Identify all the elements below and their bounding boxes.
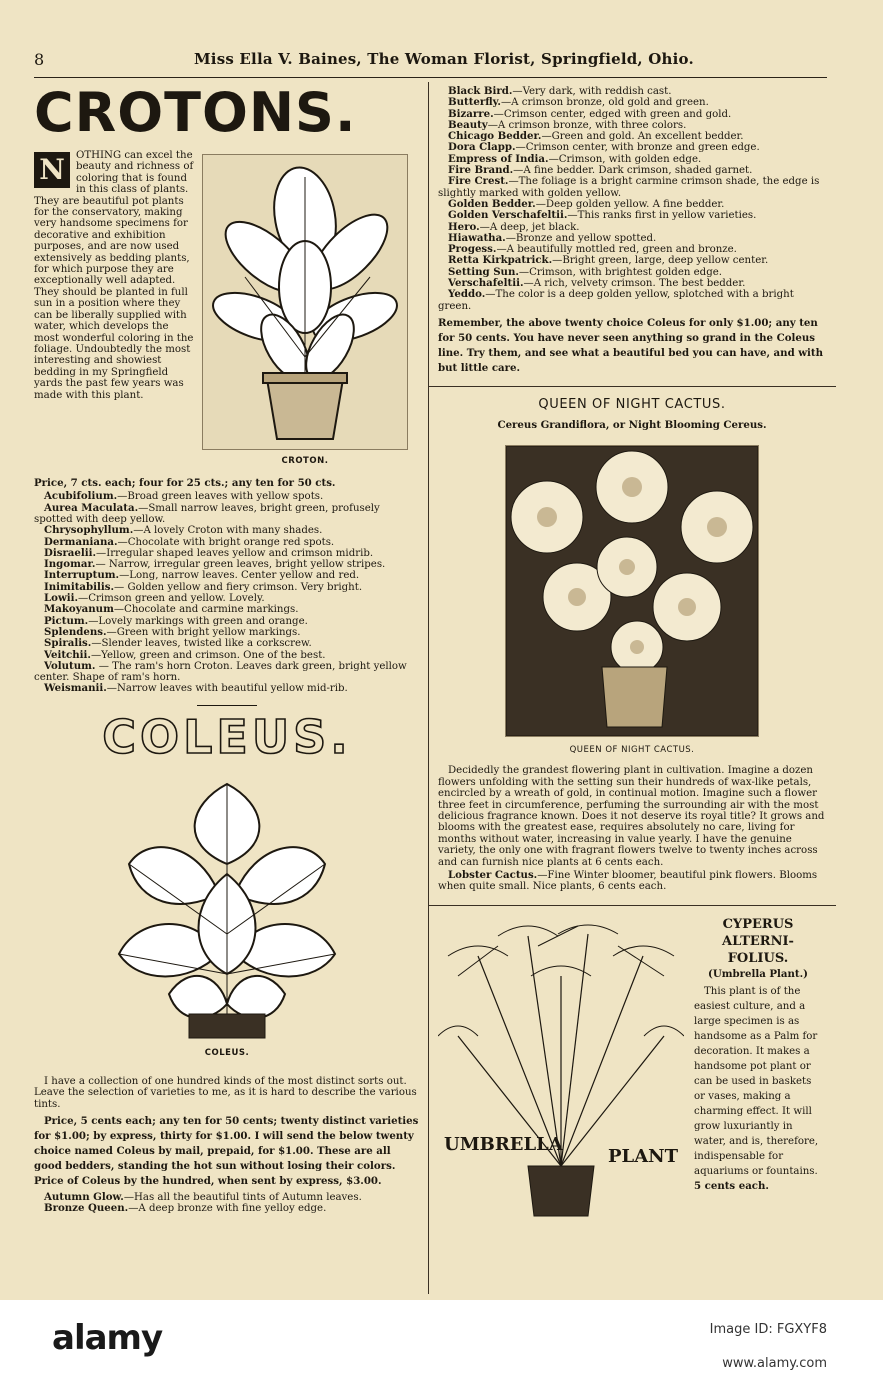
section-divider	[428, 905, 836, 906]
coleus-variety-desc: —A deep, jet black.	[479, 221, 580, 233]
coleus-variety-desc: —Crimson, with golden edge.	[548, 153, 702, 165]
coleus-variety-desc: —Has all the beautiful tints of Autumn leaves.	[123, 1191, 362, 1203]
croton-variety-list	[34, 491, 420, 694]
croton-caption: CROTON.	[281, 456, 329, 466]
coleus-variety-name: Golden Verschafeltii.	[448, 209, 568, 222]
cactus-caption: QUEEN OF NIGHT CACTUS.	[569, 745, 695, 756]
cyperus-title	[694, 916, 822, 967]
coleus-variety-name: Bronze Queen.	[44, 1202, 129, 1215]
lobster-cactus-name: Lobster Cactus.	[448, 869, 538, 881]
croton-variety-name: Makoyanum	[44, 603, 114, 616]
cactus-description: Decidedly the grandest flowering plant in cultivation. Imagine a dozen flowers unfolding with the setting sun their hundreds of wax-like petals, encircled by a wreath of gold, in continual motion. Imagine such a flower three feet in circumference, perfuming the surrounding air with the most delicious fragrance known. Does it not deserve its royal title? It grows and blooms with the greatest ease, requires absolutely no care, living for months without water, increasing in value yearly. I have the genuine variety, the only one with fragrant flowers twelve to twenty inches across and can furnish nice plants at 6 cents each.	[438, 765, 825, 868]
croton-variety	[34, 627, 420, 638]
croton-variety-name: Inimitabilis.	[44, 580, 115, 593]
cyperus-price: 5 cents each.	[694, 1180, 769, 1192]
lobster-cactus	[438, 870, 826, 893]
croton-variety-desc: —Long, narrow leaves. Center yellow and red.	[119, 570, 360, 582]
page-header	[34, 48, 827, 78]
coleus-variety-desc: —Green and gold. An excellent bedder.	[541, 131, 744, 143]
croton-variety-name: Aurea Maculata.	[44, 501, 139, 514]
coleus-variety-list-left	[34, 1192, 420, 1215]
coleus-variety-desc: —Crimson center, with bronze and green edge.	[515, 142, 760, 154]
coleus-variety-name: Retta Kirkpatrick.	[448, 254, 553, 267]
cactus-title: QUEEN OF NIGHT CACTUS.	[538, 396, 726, 412]
croton-variety-desc: —Irregular shaped leaves yellow and crimson midrib.	[96, 547, 374, 559]
coleus-variety-name: Dora Clapp.	[448, 141, 516, 154]
coleus-variety	[438, 210, 826, 221]
crotons-price: Price, 7 cts. each; four for 25 cts.; any ten for 50 cts.	[34, 477, 336, 489]
croton-variety-desc: — Narrow, irregular green leaves, bright yellow stripes.	[95, 559, 386, 571]
croton-variety-name: Acubifolium.	[44, 490, 118, 503]
coleus-variety-desc: —The color is a deep golden yellow, splotched with a bright green.	[438, 289, 794, 312]
croton-variety-desc: — Golden yellow and fiery crimson. Very bright.	[114, 581, 363, 593]
stock-url: www.alamy.com	[722, 1356, 827, 1371]
column-rule	[428, 82, 429, 1294]
coleus-variety	[438, 176, 826, 199]
cyperus-text	[694, 916, 822, 1194]
croton-variety-desc: —Lovely markings with green and orange.	[88, 615, 308, 627]
coleus-variety-desc: —A beautifully mottled red, green and bronze.	[496, 244, 737, 256]
croton-variety-name: Disraelii.	[44, 546, 97, 559]
coleus-variety-name: Progess.	[448, 243, 497, 256]
coleus-variety-desc: —A rich, velvety crimson. The best bedder.	[523, 278, 746, 290]
coleus-intro: I have a collection of one hundred kinds of the most distinct sorts out. Leave the selection of varieties to me, as it is hard to describe the various tints.	[34, 1075, 417, 1110]
coleus-variety-desc: —This ranks first in yellow varieties.	[567, 210, 757, 222]
croton-variety-name: Splendens.	[44, 625, 107, 638]
coleus-variety-name: Beauty	[448, 118, 488, 131]
croton-variety-desc: —Narrow leaves with beautiful yellow mid-rib.	[106, 683, 348, 695]
croton-illustration	[202, 154, 408, 450]
crotons-title: CROTONS.	[34, 81, 357, 144]
croton-variety-desc: —Small narrow leaves, bright green, profusely spotted with deep yellow.	[34, 502, 380, 525]
coleus-variety	[438, 97, 826, 108]
coleus-remember: Remember, the above twenty choice Coleus for only $1.00; any ten for 50 cents. You have never seen anything so grand in the Coleus line. Try them, and see what a beautiful bed you can have, and with but little care.	[438, 316, 823, 374]
coleus-variety-name: Verschafeltii.	[448, 277, 524, 290]
coleus-variety-name: Setting Sun.	[448, 265, 519, 278]
coleus-variety-desc: —Bright green, large, deep yellow center.	[552, 255, 769, 267]
cyperus-title-line: FOLIUS.	[727, 950, 789, 966]
coleus-variety-desc: —Bronze and yellow spotted.	[505, 232, 657, 244]
croton-variety	[34, 661, 420, 684]
cyperus-description-text: This plant is of the easiest culture, and a large specimen is as handsome as a Palm for decoration. It makes a handsome pot plant or can be used in baskets or vases, making a charming effect. It will grow luxuriantly in water, and is, therefore, indispensable for aquariums or fountains.	[694, 986, 819, 1177]
croton-variety-desc: —A lovely Croton with many shades.	[133, 525, 323, 537]
section-divider	[428, 386, 836, 387]
croton-variety-name: Ingomar.	[44, 558, 96, 571]
croton-variety-name: Lowii.	[44, 592, 79, 605]
coleus-variety-name: Butterfly.	[448, 96, 501, 109]
croton-variety-name: Spiralis.	[44, 637, 92, 650]
left-column	[34, 82, 420, 1215]
croton-variety-desc: —Chocolate and carmine markings.	[113, 604, 299, 616]
croton-variety	[34, 638, 420, 649]
crotons-intro-block	[34, 150, 420, 476]
coleus-variety-name: Hiawatha.	[448, 231, 506, 244]
croton-variety-desc: —Green with bright yellow markings.	[106, 626, 301, 638]
croton-variety-desc: —Broad green leaves with yellow spots.	[117, 491, 324, 503]
coleus-variety-name: Hero.	[448, 220, 480, 233]
cyperus-subtitle: (Umbrella Plant.)	[708, 967, 808, 980]
coleus-variety-name: Empress of India.	[448, 152, 549, 165]
stock-image-id: Image ID: FGXYF8	[709, 1322, 827, 1337]
cyperus-title-line: CYPERUS	[722, 916, 794, 932]
coleus-variety	[34, 1203, 420, 1214]
coleus-variety-name: Chicago Bedder.	[448, 130, 542, 143]
cyperus-title-line: ALTERNI-	[722, 933, 794, 949]
croton-variety	[34, 683, 420, 694]
stock-brand: alamy	[52, 1318, 163, 1358]
coleus-caption: COLEUS.	[204, 1047, 250, 1058]
coleus-variety-desc: —Crimson center, edged with green and gold.	[493, 108, 732, 120]
croton-variety-name: Volutum.	[44, 659, 96, 672]
croton-variety-desc: — The ram's horn Croton. Leaves dark green, bright yellow center. Shape of ram's horn.	[34, 660, 407, 684]
dropcap: N	[34, 152, 70, 188]
croton-plant-icon	[205, 157, 405, 447]
plant-label: PLANT	[608, 1145, 679, 1167]
page-number: 8	[34, 50, 45, 69]
coleus-variety-name: Fire Crest.	[448, 175, 509, 188]
coleus-variety-desc: —Deep golden yellow. A fine bedder.	[535, 198, 725, 210]
coleus-variety	[438, 289, 826, 312]
running-head: Miss Ella V. Baines, The Woman Florist, Springfield, Ohio.	[194, 50, 694, 68]
coleus-variety-name: Fire Brand.	[448, 164, 514, 177]
croton-variety-desc: —Chocolate with bright orange red spots.	[117, 536, 335, 548]
croton-variety-name: Weismanii.	[44, 682, 107, 695]
umbrella-label: UMBRELLA	[444, 1133, 563, 1155]
coleus-variety-desc: —A deep bronze with fine yelloy edge.	[128, 1203, 327, 1215]
croton-variety-name: Dermaniana.	[44, 535, 118, 548]
coleus-variety-desc: —The foliage is a bright carmine crimson shade, the edge is slightly marked with golden yellow.	[438, 176, 820, 199]
croton-variety-name: Veitchii.	[44, 648, 91, 661]
crotons-intro-text: OTHING can excel the beauty and richness of coloring that is found in this class of plants. They are beautiful pot plants for the conservatory, making very handsome specimens for decorative and exhibition purposes, and are now used extensively as bedding plants, for which purpose they are exceptionally well adapted. They should be planted in full sun in a position where they can be liberally supplied with water, which develops the most wonderful coloring in the foliage. Undoubtedly the most interesting and showiest bedding in my Springfield yards the past few years was made with this plant.	[34, 150, 194, 401]
coleus-variety-name: Yeddo.	[448, 288, 486, 301]
umbrella-plant-icon	[438, 916, 684, 1226]
coleus-variety-name: Autumn Glow.	[44, 1190, 124, 1203]
cyperus-description	[694, 984, 822, 1194]
section-divider	[197, 705, 257, 706]
croton-variety-name: Chrysophyllum.	[44, 524, 134, 537]
crotons-intro	[34, 150, 194, 401]
croton-variety-desc: —Crimson green and yellow. Lovely.	[78, 593, 265, 605]
coleus-variety-desc: —Very dark, with reddish cast.	[512, 86, 672, 97]
coleus-title: COLEUS.	[102, 709, 352, 764]
coleus-variety-list-right	[438, 86, 826, 312]
cactus-subtitle: Cereus Grandiflora, or Night Blooming Cereus.	[497, 418, 767, 431]
coleus-variety-desc: —A crimson bronze, with three colors.	[487, 119, 687, 131]
coleus-variety-name: Black Bird.	[448, 85, 513, 97]
coleus-plant-icon	[109, 774, 345, 1042]
croton-variety-desc: —Yellow, green and crimson. One of the best.	[90, 649, 326, 661]
croton-variety-desc: —Slender leaves, twisted like a corkscrew.	[91, 638, 312, 650]
coleus-variety	[438, 109, 826, 120]
lobster-cactus-desc: —Fine Winter bloomer, beautiful pink flowers. Blooms when quite small. Nice plants, 6 cents each.	[438, 870, 818, 893]
coleus-variety-desc: —A fine bedder. Dark crimson, shaded garnet.	[513, 165, 753, 177]
coleus-variety-desc: —A crimson bronze, old gold and green.	[500, 97, 709, 109]
coleus-variety	[438, 278, 826, 289]
cactus-flower-icon	[507, 447, 757, 735]
umbrella-plant-illustration	[438, 916, 684, 1226]
croton-variety-name: Pictum.	[44, 614, 89, 627]
cactus-illustration	[505, 445, 759, 737]
coleus-variety-name: Bizarre.	[448, 107, 494, 120]
coleus-variety-desc: —Crimson, with brightest golden edge.	[518, 266, 722, 278]
croton-variety	[34, 503, 420, 526]
cyperus-block	[438, 916, 826, 1246]
croton-variety-name: Interruptum.	[44, 569, 120, 582]
right-column	[438, 86, 826, 1246]
croton-variety	[34, 582, 420, 593]
coleus-illustration	[109, 774, 345, 1042]
croton-variety	[34, 604, 420, 615]
coleus-variety-name: Golden Bedder.	[448, 197, 536, 210]
coleus-price: Price, 5 cents each; any ten for 50 cents; twenty distinct varieties for $1.00; by express, thirty for $1.00. I will send the below twenty choice named Coleus by mail, prepaid, for $1.00. These are all good bedders, standing the hot sun without losing their colors. Price of Coleus by the hundred, when sent by express, $3.00.	[34, 1114, 419, 1187]
